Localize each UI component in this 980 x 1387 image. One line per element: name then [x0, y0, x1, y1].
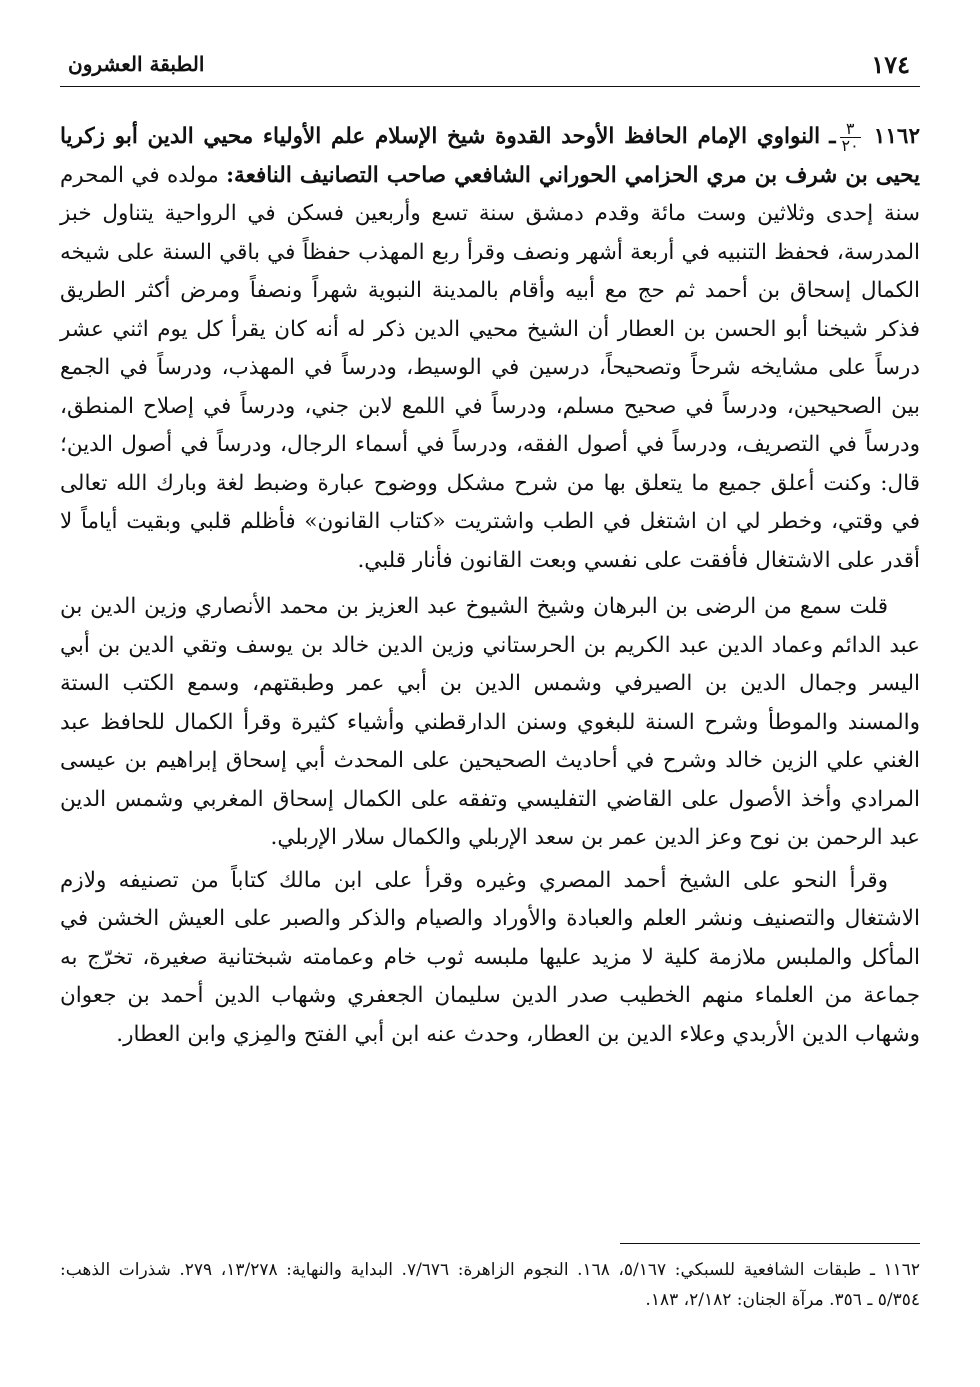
footnote-rule — [620, 1243, 920, 1244]
entry-heading: النواوي الإمام الحافظ الأوحد القدوة شيخ الإسلام علم الأولياء محيي الدين أبو زكريا يحيى بن شرف بن مري الحزامي الحوراني الشافعي صاحب التصانيف النافعة: — [60, 124, 920, 188]
page-number: ١٧٤ — [871, 50, 910, 79]
paragraph-teachers: قلت سمع من الرضى بن البرهان وشيخ الشيوخ عبد العزيز بن محمد الأنصاري وزين الدين بن عبد الدائم وعماد الدين عبد الكريم بن الحرستاني وزين الدين خالد بن يوسف وتقي الدين بن أبي اليسر وجمال الدين بن الصيرفي وشمس الدين بن أبي عمر وطبقتهم، وسمع الكتب الستة والمسند والموطأ وشرح السنة للبغوي وسنن الدارقطني وأشياء كثيرة وقرأ الكمال للحافظ عبد الغني علي الزين خالد وشرح في أحاديث الصحيحين على المحدث أبي إسحاق إبراهيم بن عيسى المرادي وأخذ الأصول على القاضي التفليسي وتفقه على الكمال إسحاق المغربي وشمس الدين عبد الرحمن بن نوح وعز الدين عمر بن سعد الإربلي والكمال سلار الإربلي. — [60, 594, 920, 850]
paragraph-studies: وقرأ النحو على الشيخ أحمد المصري وغيره وقرأ على ابن مالك كتاباً من تصنيفه ولازم الاشتغال والتصنيف ونشر العلم والعبادة والأوراد والصيام والذكر والصبر على العيش الخشن في المأكل والملبس ملازمة كلية لا مزيد عليها ملبسه ثوب خام وعمامته شبختانية صغيرة، تخرّج به جماعة من العلماء منهم الخطيب صدر الدين سليمان الجعفري وشهاب الدين أحمد بن جعوان وشهاب الدين الأربدي وعلاء الدين بن العطار، وحدث عنه ابن أبي الفتح والمِزي وابن العطار. — [60, 867, 920, 1047]
book-page — [60, 40, 920, 1360]
header-rule — [60, 86, 920, 87]
entry-number: ١١٦٢ — [873, 124, 920, 149]
running-title: الطبقة العشرون — [68, 52, 205, 76]
footnote: ١١٦٢ ـ طبقات الشافعية للسبكي: ٥/١٦٧، ١٦٨. النجوم الزاهرة: ٧/٦٧٦. البداية والنهاية: ١٣/٢٧٨، ٢٧٩. شذرات الذهب: ٥/٣٥٤ ـ ٣٥٦. مرآة الجنان: ٢/١٨٢، ١٨٣. — [60, 1260, 920, 1310]
entry-text: مولده في المحرم سنة إحدى وثلاثين وست مائة وقدم دمشق سنة تسع وأربعين فسكن في الرواحية يتناول خبز المدرسة، فحفظ التنبيه في أربعة أشهر ونصف وقرأ ربع المهذب حفظاً في باقي السنة على شيخه الكمال إسحاق بن أحمد ثم حج مع أبيه وأقام بالمدينة النبوية شهراً ونصفاً ومرض أكثر الطريق فذكر شيخنا أبو الحسن بن العطار أن الشيخ محيي الدين ذكر له أنه كان يقرأ كل يوم اثني عشر درساً على مشايخه شرحاً وتصحيحاً، درسين في الوسيط، ودرساً في المهذب، ودرساً في الجمع بين الصحيحين، ودرساً في صحيح مسلم، ودرساً في اللمع لابن جني، ودرساً في إصلاح المنطق، ودرساً في التصريف، ودرساً في أصول الفقه، ودرساً في أسماء الرجال، ودرساً في أصول الدين؛ قال: وكنت أعلق جميع ما يتعلق بها من شرح مشكل ووضوح عبارة وضبط لغة وبارك الله تعالى في وقتي، وخطر لي ان اشتغل في الطب واشتريت «كتاب القانون» فأظلم قلبي وبقيت أياماً لا أقدر على الاشتغال فأفقت على نفسي وبعت القانون فأنار قلبي. — [60, 162, 920, 573]
page-header — [60, 40, 920, 90]
main-text — [60, 118, 920, 1054]
entry-dash: ـ — [829, 124, 836, 149]
entry-fraction — [840, 118, 861, 155]
entry-paragraph — [60, 118, 920, 580]
fraction-numerator: ٣ — [840, 121, 861, 138]
fraction-denominator: ٢٠ — [841, 135, 859, 155]
